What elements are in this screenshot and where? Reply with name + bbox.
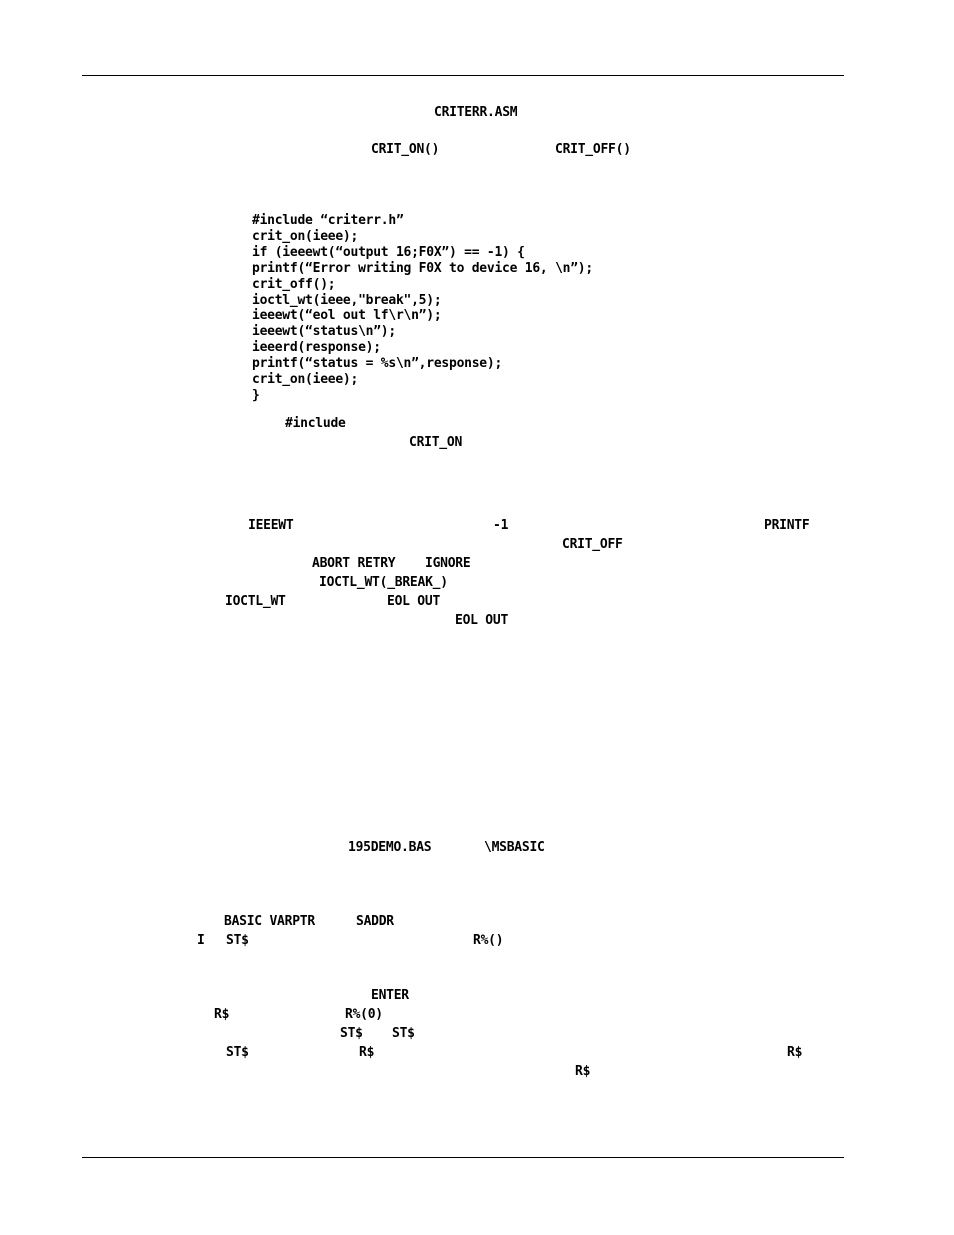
r-string-variable: R$ xyxy=(214,1007,230,1022)
code-line: ioctl_wt(ieee,"break",5); xyxy=(252,292,442,308)
code-line: crit_off(); xyxy=(252,276,336,292)
eol-out-keyword: EOL OUT xyxy=(387,594,441,609)
code-line: printf(“status = %s\n”,response); xyxy=(252,356,503,372)
ioctl-break-keyword: IOCTL_WT(_BREAK_) xyxy=(319,575,448,590)
footer-rule xyxy=(82,1157,844,1158)
include-keyword: #include xyxy=(285,416,346,431)
st-variable: ST$ xyxy=(226,933,249,948)
code-line: ieeerd(response); xyxy=(252,340,381,356)
r-string-variable: R$ xyxy=(575,1064,591,1079)
st-variable: ST$ xyxy=(226,1045,249,1060)
ignore-keyword: IGNORE xyxy=(425,556,471,571)
basic-varptr-keyword: BASIC VARPTR xyxy=(224,914,315,929)
crit-off-function: CRIT_OFF() xyxy=(555,142,631,157)
r-array-element: R%(0) xyxy=(345,1007,383,1022)
code-line: #include “criterr.h” xyxy=(252,213,404,228)
i-variable: I xyxy=(197,933,205,948)
r-array: R%() xyxy=(473,933,504,948)
ioctl-wt-keyword: IOCTL_WT xyxy=(225,594,286,609)
return-value: -1 xyxy=(493,518,509,533)
eol-out-keyword: EOL OUT xyxy=(455,613,509,628)
abort-retry-keyword: ABORT RETRY xyxy=(312,556,396,571)
code-line: crit_on(ieee); xyxy=(252,372,359,388)
st-variable: ST$ xyxy=(392,1026,415,1041)
code-line: ieeewt(“status\n”); xyxy=(252,324,396,340)
code-line: } xyxy=(252,387,260,403)
code-line: crit_on(ieee); xyxy=(252,228,359,244)
msbasic-directory: \MSBASIC xyxy=(484,840,545,855)
printf-keyword: PRINTF xyxy=(764,518,810,533)
criterr-asm-filename: CRITERR.ASM xyxy=(434,105,518,120)
r-string-variable: R$ xyxy=(787,1045,803,1060)
st-variable: ST$ xyxy=(340,1026,363,1041)
demo-filename: 195DEMO.BAS xyxy=(348,840,432,855)
header-rule xyxy=(82,75,844,76)
code-line: printf(“Error writing F0X to device 16, \n”); xyxy=(252,260,593,276)
saddr-keyword: SADDR xyxy=(356,914,394,929)
ieeewt-keyword: IEEEWT xyxy=(248,518,294,533)
crit-off-keyword: CRIT_OFF xyxy=(562,537,623,552)
enter-key: ENTER xyxy=(371,988,409,1003)
crit-on-function: CRIT_ON() xyxy=(371,142,440,157)
code-line: if (ieeewt(“output 16;F0X”) == -1) { xyxy=(252,244,525,260)
crit-on-keyword: CRIT_ON xyxy=(409,435,463,450)
code-line: ieeewt(“eol out lf\r\n”); xyxy=(252,308,442,324)
r-string-variable: R$ xyxy=(359,1045,375,1060)
code-example xyxy=(252,213,593,404)
